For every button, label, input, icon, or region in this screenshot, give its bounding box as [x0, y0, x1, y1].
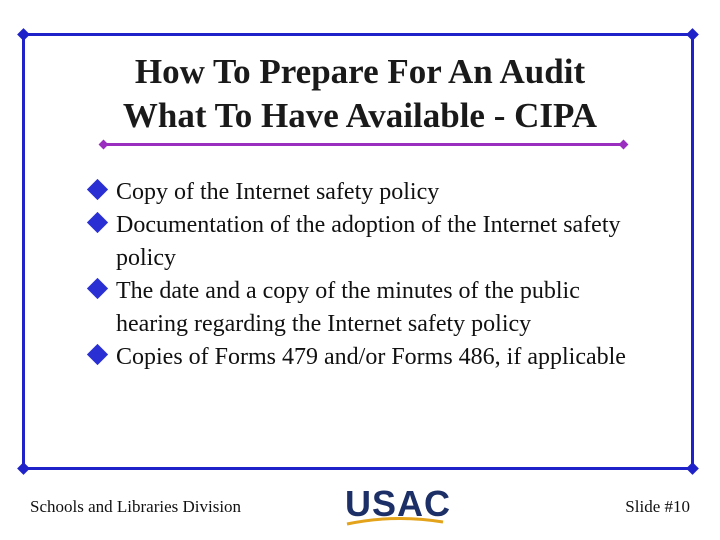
bullet-text: Copy of the Internet safety policy: [116, 179, 440, 205]
divider-end-diamond-icon: [99, 140, 109, 150]
usac-logo: [345, 483, 452, 528]
slide-title-line-2: What To Have Available - CIPA: [122, 96, 598, 135]
bullet-item: [88, 341, 648, 374]
bullet-item: [88, 275, 648, 341]
diamond-bullet-icon: [87, 212, 108, 233]
slide-title: [30, 50, 690, 138]
footer-division-name: Schools and Libraries Division: [30, 497, 242, 516]
frame-corner-diamond-icon: [17, 462, 30, 475]
frame-border-right: [691, 33, 694, 470]
frame-corner-diamond-icon: [686, 462, 699, 475]
frame-corner-diamond-icon: [686, 28, 699, 41]
frame-corner-diamond-icon: [17, 28, 30, 41]
frame-border-top: [22, 33, 694, 36]
diamond-bullet-icon: [87, 344, 108, 365]
title-divider: [104, 143, 624, 146]
divider-end-diamond-icon: [619, 140, 629, 150]
bullet-text: Documentation of the adoption of the Internet safety policy: [116, 212, 621, 271]
diamond-bullet-icon: [87, 278, 108, 299]
frame-border-bottom: [22, 467, 694, 470]
slide-number: Slide #10: [625, 497, 690, 516]
bullet-list: [88, 176, 648, 374]
diamond-bullet-icon: [87, 179, 108, 200]
bullet-text: Copies of Forms 479 and/or Forms 486, if applicable: [116, 344, 626, 370]
slide-title-line-1: How To Prepare For An Audit: [134, 52, 586, 91]
bullet-item: [88, 176, 648, 209]
bullet-text: The date and a copy of the minutes of the public hearing regarding the Internet safety policy: [116, 278, 580, 337]
usac-logo-text: USAC: [345, 483, 452, 524]
frame-border-left: [22, 33, 25, 470]
logo-swoosh-icon: [345, 484, 445, 528]
bullet-item: [88, 209, 648, 275]
